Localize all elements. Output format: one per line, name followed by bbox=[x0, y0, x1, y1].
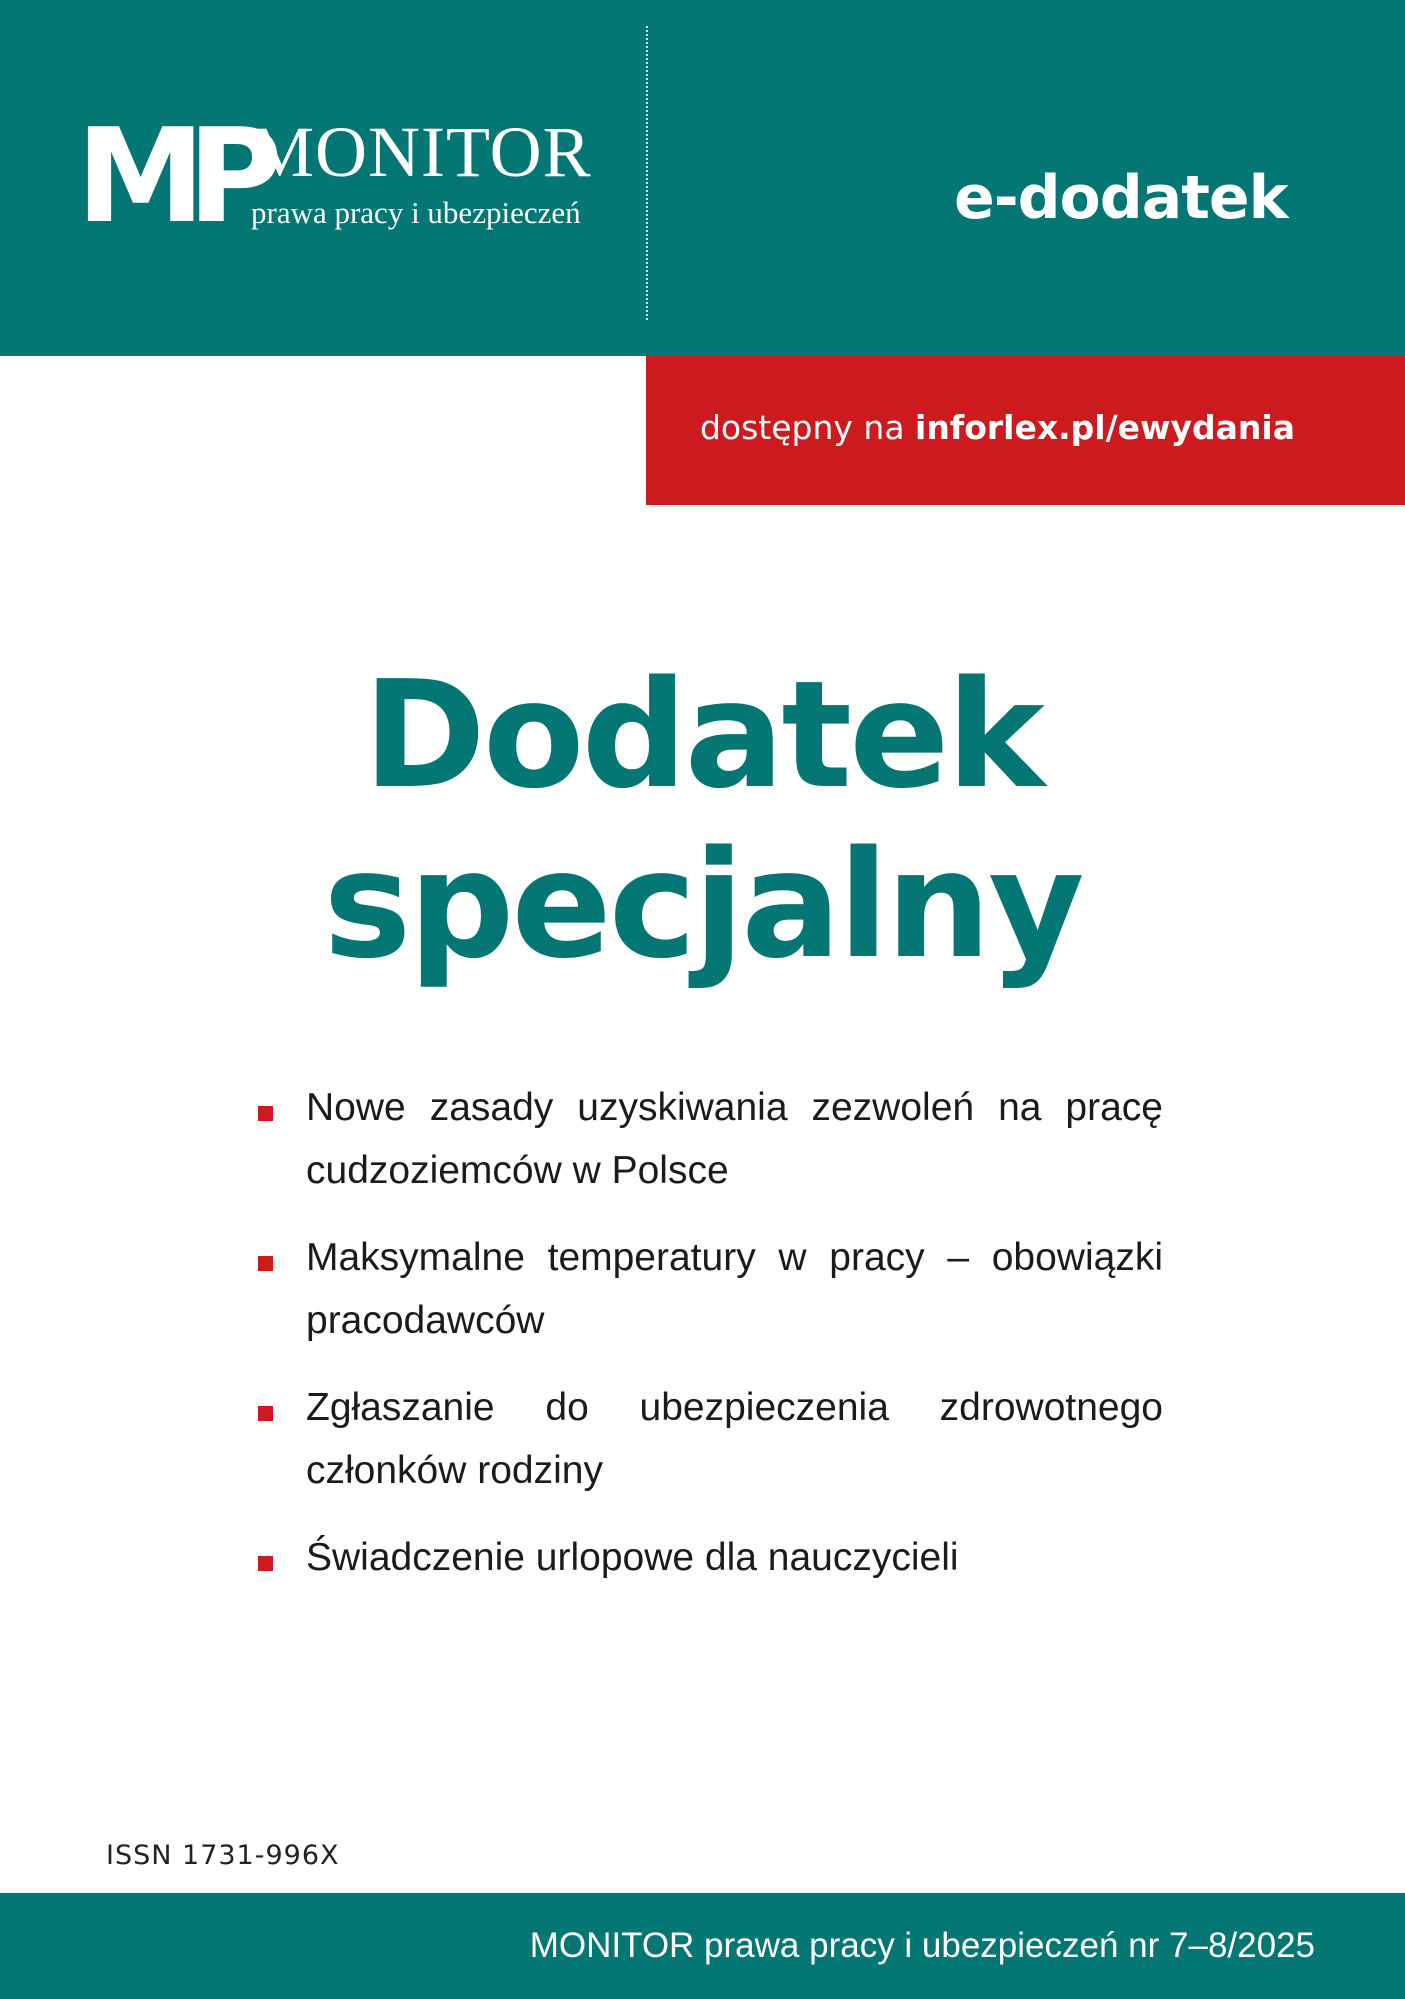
topic-text: Świadczenie urlopowe dla nauczycieli bbox=[306, 1536, 959, 1579]
list-item bbox=[258, 1376, 1163, 1502]
square-bullet-icon bbox=[258, 1106, 273, 1121]
square-bullet-icon bbox=[258, 1406, 273, 1421]
header-divider bbox=[646, 26, 648, 320]
title-line-2: specjalny bbox=[323, 819, 1082, 991]
title-line-1: Dodatek bbox=[363, 649, 1042, 821]
page-title bbox=[0, 650, 1405, 990]
list-item bbox=[258, 1226, 1163, 1352]
issn-number: ISSN 1731-996X bbox=[106, 1840, 340, 1871]
topic-text: Maksymalne temperatury w pracy – obowiązki pracodawców bbox=[306, 1236, 1163, 1342]
topic-list bbox=[258, 1076, 1163, 1613]
monitor-logo-subtitle: prawa pracy i ubezpieczeń bbox=[251, 195, 581, 230]
square-bullet-icon bbox=[258, 1256, 273, 1271]
header-band bbox=[0, 0, 1405, 356]
topic-text: Nowe zasady uzyskiwania zezwoleń na pracę cudzoziemców w Polsce bbox=[306, 1086, 1163, 1192]
topic-text: Zgłaszanie do ubezpieczenia zdrowotnego członków rodziny bbox=[306, 1386, 1163, 1492]
edition-label: e-dodatek bbox=[954, 163, 1288, 233]
monitor-logo-name: MONITOR bbox=[250, 112, 592, 192]
monitor-logo-mark: MP bbox=[76, 100, 265, 252]
list-item bbox=[258, 1076, 1163, 1202]
availability-text bbox=[700, 406, 1295, 450]
list-item bbox=[258, 1526, 1163, 1589]
issue-info: MONITOR prawa pracy i ubezpieczeń nr 7–8/2025 bbox=[529, 1926, 1315, 1965]
footer-band bbox=[0, 1893, 1405, 1999]
square-bullet-icon bbox=[258, 1556, 273, 1571]
availability-banner bbox=[646, 356, 1405, 505]
availability-prefix: dostępny na bbox=[699, 408, 916, 447]
inforlex-link[interactable]: inforlex.pl/ewydania bbox=[915, 408, 1295, 447]
